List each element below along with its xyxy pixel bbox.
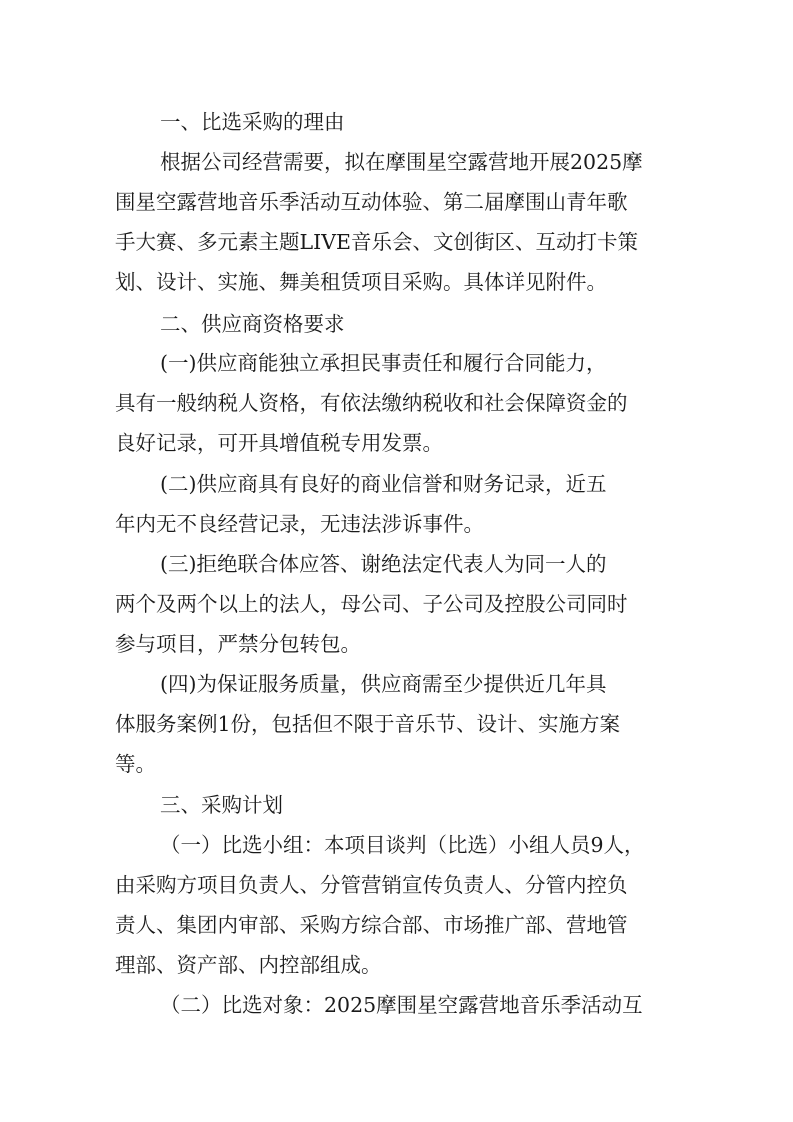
- paragraph-line: 责人、集团内审部、采购方综合部、市场推广部、营地管: [115, 913, 628, 937]
- paragraph-line: 参与项目，严禁分包转包。: [115, 632, 361, 656]
- paragraph-line: 手大赛、多元素主题LIVE音乐会、文创街区、互动打卡策: [115, 230, 638, 254]
- paragraph-line: 等。: [115, 752, 156, 776]
- paragraph-line: (四)为保证服务质量，供应商需至少提供近几年具: [160, 672, 607, 696]
- paragraph-line: 由采购方项目负责人、分管营销宣传负责人、分管内控负: [115, 873, 628, 897]
- paragraph-line: (三)拒绝联合体应答、谢绝法定代表人为同一人的: [160, 552, 607, 576]
- paragraph-line: 两个及两个以上的法人，母公司、子公司及控股公司同时: [115, 592, 628, 616]
- section-heading-2: 二、供应商资格要求: [160, 312, 345, 336]
- paragraph-line: 划、设计、实施、舞美租赁项目采购。具体详见附件。: [115, 270, 607, 294]
- paragraph-line: （二）比选对象：2025摩围星空露营地音乐季活动互: [160, 993, 643, 1017]
- paragraph-line: (一)供应商能独立承担民事责任和履行合同能力，: [160, 351, 607, 375]
- paragraph-line: 理部、资产部、内控部组成。: [115, 953, 382, 977]
- section-heading-3: 三、采购计划: [160, 793, 283, 817]
- paragraph-line: 良好记录，可开具增值税专用发票。: [115, 431, 443, 455]
- paragraph-line: 年内无不良经营记录，无违法涉诉事件。: [115, 512, 484, 536]
- paragraph-line: 围星空露营地音乐季活动互动体验、第二届摩围山青年歌: [115, 190, 628, 214]
- section-heading-1: 一、比选采购的理由: [160, 110, 345, 134]
- paragraph-line: 体服务案例1份，包括但不限于音乐节、设计、实施方案: [115, 712, 621, 736]
- paragraph-line: （一）比选小组：本项目谈判（比选）小组人员9人，: [160, 833, 645, 857]
- paragraph-line: (二)供应商具有良好的商业信誉和财务记录，近五: [160, 472, 607, 496]
- paragraph-line: 具有一般纳税人资格，有依法缴纳税收和社会保障资金的: [115, 391, 628, 415]
- paragraph-line: 根据公司经营需要，拟在摩围星空露营地开展2025摩: [160, 150, 643, 174]
